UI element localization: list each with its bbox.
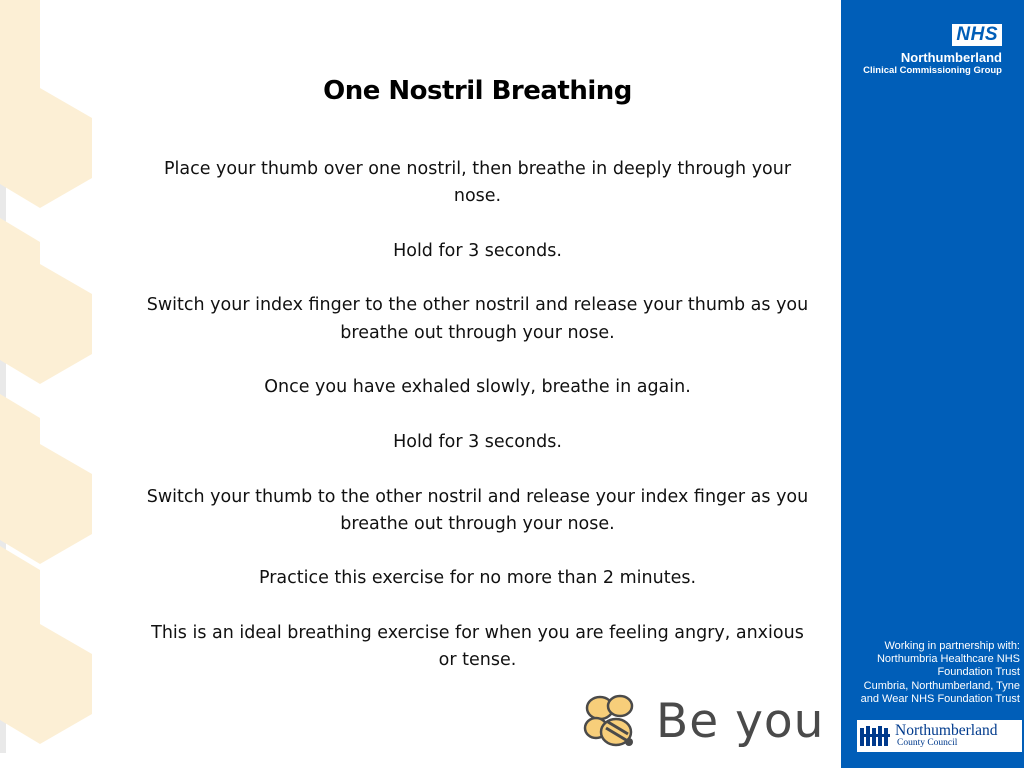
nhs-org-name [863, 50, 1002, 77]
partner-line: Foundation Trust [937, 666, 1020, 679]
hexagon [0, 444, 92, 564]
partner-line: Working in partnership with: [884, 640, 1020, 652]
instruction-paragraph: Hold for 3 seconds. [393, 431, 562, 452]
instruction-paragraph: Switch your index finger to the other nostril and release your thumb as you breathe out through your nose. [146, 295, 809, 343]
be-you-logo-text: Be you [656, 694, 825, 749]
council-name: Northumberland [895, 722, 998, 739]
partnership-text [842, 640, 1020, 706]
hexagon [0, 624, 92, 744]
instruction-paragraph: Switch your thumb to the other nostril and release your index finger as you breathe out through your nose. [146, 486, 809, 534]
council-subtitle: County Council [897, 738, 958, 748]
partner-line: and Wear NHS Foundation Trust [860, 692, 1020, 705]
council-crest-icon [860, 724, 892, 748]
partner-line: Northumbria Healthcare NHS [876, 653, 1020, 666]
partner-line: Cumbria, Northumberland, Tyne [863, 679, 1020, 692]
org-name-line: Northumberland [900, 50, 1002, 65]
org-subtitle-line: Clinical Commissioning Group [863, 65, 1002, 76]
instructions-body [140, 156, 815, 675]
instruction-paragraph: Once you have exhaled slowly, breathe in again. [264, 377, 691, 398]
hexagon [0, 264, 92, 384]
nhs-logo-badge: NHS [952, 24, 1002, 46]
instruction-paragraph: Practice this exercise for no more than 2 minutes. [258, 568, 697, 589]
bee-icon [582, 692, 644, 754]
hexagon [0, 88, 92, 208]
instruction-paragraph: This is an ideal breathing exercise for when you are feeling angry, anxious or tense. [151, 623, 804, 671]
instruction-paragraph: Place your thumb over one nostril, then breathe in deeply through your nose. [163, 159, 792, 207]
honeycomb-decoration [0, 0, 110, 768]
county-council-logo [857, 720, 1022, 752]
instruction-paragraph: Hold for 3 seconds. [393, 240, 562, 261]
slide-title: One Nostril Breathing [323, 76, 632, 106]
